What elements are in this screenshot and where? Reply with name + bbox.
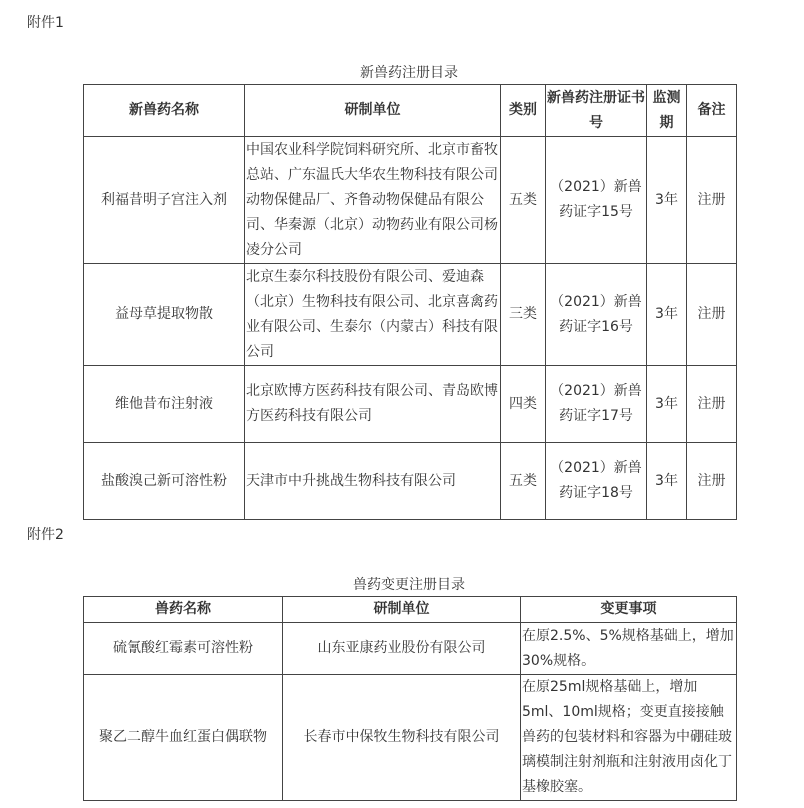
header-period: 监测期	[647, 85, 687, 137]
header-cert: 新兽药注册证书号	[546, 85, 647, 137]
drug-category: 五类	[501, 443, 546, 520]
attachment2-caption: 兽药变更注册目录	[353, 577, 465, 593]
attachment1-caption: 新兽药注册目录	[360, 65, 458, 81]
header-unit: 研制单位	[283, 597, 521, 623]
drug-period: 3年	[647, 366, 687, 443]
drug-cert: （2021）新兽药证字18号	[546, 443, 647, 520]
drug-note: 注册	[687, 137, 737, 264]
drug-note: 注册	[687, 264, 737, 366]
drug-period: 3年	[647, 137, 687, 264]
drug-cert: （2021）新兽药证字17号	[546, 366, 647, 443]
header-note: 备注	[687, 85, 737, 137]
drug-category: 五类	[501, 137, 546, 264]
drug-name: 盐酸溴己新可溶性粉	[84, 443, 245, 520]
header-name: 新兽药名称	[84, 85, 245, 137]
table-row	[84, 623, 737, 675]
drug-name: 益母草提取物散	[84, 264, 245, 366]
drug-unit: 山东亚康药业股份有限公司	[283, 623, 521, 675]
drug-note: 注册	[687, 443, 737, 520]
drug-unit: 中国农业科学院饲料研究所、北京市畜牧总站、广东温氏大华农生物科技有限公司动物保健品厂、齐鲁动物保健品有限公司、华秦源（北京）动物药业有限公司杨凌分公司	[245, 137, 501, 264]
attachment2-label: 附件2	[27, 527, 64, 543]
drug-cert: （2021）新兽药证字15号	[546, 137, 647, 264]
drug-name: 硫氰酸红霉素可溶性粉	[84, 623, 283, 675]
header-name: 兽药名称	[84, 597, 283, 623]
table-row	[84, 366, 737, 443]
drug-name: 维他昔布注射液	[84, 366, 245, 443]
table-row	[84, 675, 737, 801]
table-row	[84, 137, 737, 264]
header-change: 变更事项	[521, 597, 737, 623]
change-details: 在原25ml规格基础上，增加5ml、10ml规格；变更直接接触兽药的包装材料和容器为中硼硅玻璃模制注射剂瓶和注射液用卤化丁基橡胶塞。	[521, 675, 737, 801]
drug-unit: 北京生泰尔科技股份有限公司、爱迪森（北京）生物科技有限公司、北京喜禽药业有限公司、生泰尔（内蒙古）科技有限公司	[245, 264, 501, 366]
drug-unit: 北京欧博方医药科技有限公司、青岛欧博方医药科技有限公司	[245, 366, 501, 443]
drug-category: 四类	[501, 366, 546, 443]
drug-note: 注册	[687, 366, 737, 443]
change-details: 在原2.5%、5%规格基础上，增加30%规格。	[521, 623, 737, 675]
drug-name: 聚乙二醇牛血红蛋白偶联物	[84, 675, 283, 801]
table-row	[84, 264, 737, 366]
header-category: 类别	[501, 85, 546, 137]
table-header-row	[84, 85, 737, 137]
drug-cert: （2021）新兽药证字16号	[546, 264, 647, 366]
change-registration-table	[83, 596, 737, 801]
drug-category: 三类	[501, 264, 546, 366]
attachment1-label: 附件1	[27, 15, 64, 31]
header-unit: 研制单位	[245, 85, 501, 137]
drug-name: 利福昔明子宫注入剂	[84, 137, 245, 264]
drug-period: 3年	[647, 443, 687, 520]
drug-unit: 天津市中升挑战生物科技有限公司	[245, 443, 501, 520]
table-row	[84, 443, 737, 520]
drug-unit: 长春市中保牧生物科技有限公司	[283, 675, 521, 801]
drug-period: 3年	[647, 264, 687, 366]
new-drug-table	[83, 84, 737, 520]
table-header-row	[84, 597, 737, 623]
